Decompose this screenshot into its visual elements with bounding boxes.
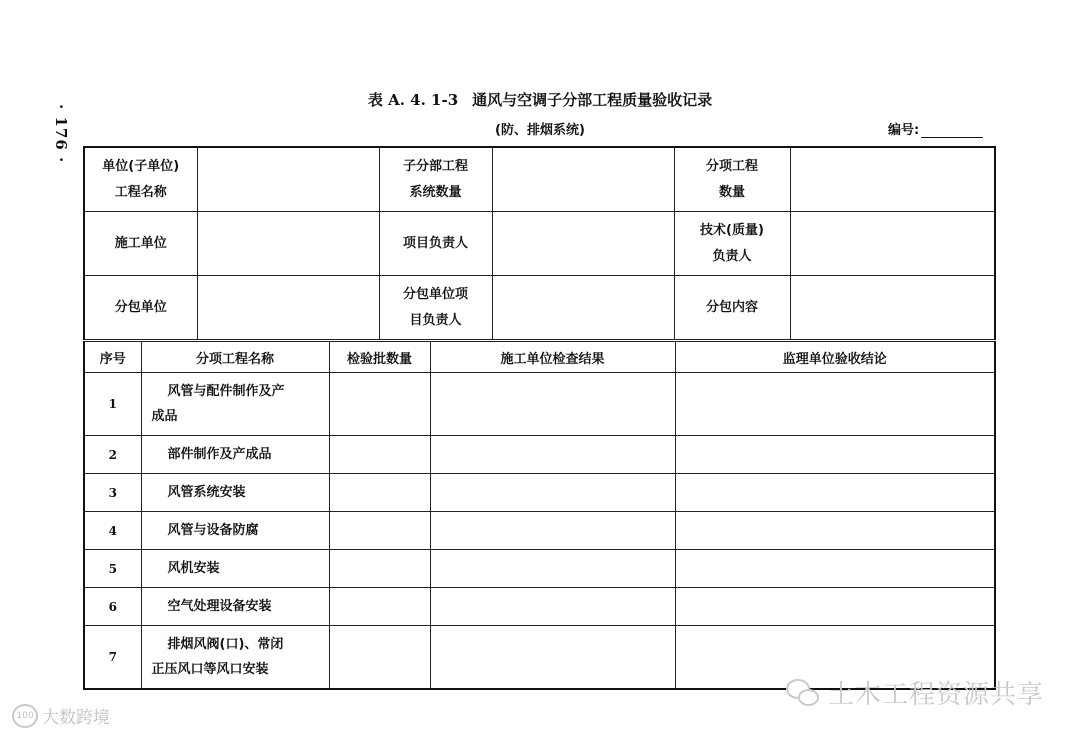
- header-construction-result: 施工单位检查结果: [430, 342, 675, 373]
- row-item-name: 部件制作及产成品: [141, 436, 329, 474]
- watermark-logo-icon: 100: [12, 704, 38, 728]
- watermark-right-text: 土木工程资源共享: [828, 680, 1045, 710]
- row-supervision-conclusion: [675, 550, 995, 588]
- row-batch-count: [329, 373, 430, 436]
- row-seq: 4: [84, 512, 141, 550]
- row-batch-count: [329, 588, 430, 626]
- watermark-left-text: 大数跨境: [42, 708, 110, 728]
- value-project-manager: [492, 212, 674, 276]
- row-seq: 3: [84, 474, 141, 512]
- table-row: [84, 436, 995, 474]
- value-technical-manager: [790, 212, 995, 276]
- value-subcontractor-manager: [492, 276, 674, 340]
- row-item-name: 排烟风阀(口)、常闭 正压风口等风口安装: [141, 626, 329, 690]
- label-subcontract-content: 分包内容: [674, 276, 790, 340]
- table-code: 表 A. 4. 1-3: [367, 91, 459, 109]
- value-subsystem-count: [492, 147, 674, 212]
- row-item-name: 风管与配件制作及产 成品: [141, 373, 329, 436]
- row-supervision-conclusion: [675, 512, 995, 550]
- row-construction-result: [430, 588, 675, 626]
- value-subcontractor: [197, 276, 379, 340]
- label-technical-manager: 技术(质量) 负责人: [674, 212, 790, 276]
- row-seq: 7: [84, 626, 141, 690]
- row-seq: 2: [84, 436, 141, 474]
- watermark-right: [786, 674, 1044, 711]
- page-number: · 176 ·: [52, 104, 70, 164]
- row-supervision-conclusion: [675, 588, 995, 626]
- value-subcontract-content: [790, 276, 995, 340]
- row-seq: 6: [84, 588, 141, 626]
- page-title: [240, 89, 840, 110]
- row-supervision-conclusion: [675, 436, 995, 474]
- row-construction-result: [430, 550, 675, 588]
- serial-number-field: [888, 119, 983, 138]
- value-construction-unit: [197, 212, 379, 276]
- row-construction-result: [430, 512, 675, 550]
- row-construction-result: [430, 474, 675, 512]
- row-construction-result: [430, 373, 675, 436]
- label-project-manager: 项目负责人: [379, 212, 492, 276]
- label-construction-unit: 施工单位: [84, 212, 197, 276]
- value-unit-project-name: [197, 147, 379, 212]
- header-batch-count: 检验批数量: [329, 342, 430, 373]
- row-seq: 1: [84, 373, 141, 436]
- row-item-name: 风管与设备防腐: [141, 512, 329, 550]
- sub-item-table: [83, 341, 996, 690]
- label-subcontractor-manager: 分包单位项 目负责人: [379, 276, 492, 340]
- serial-blank: [921, 123, 983, 138]
- row-batch-count: [329, 550, 430, 588]
- header-item-name: 分项工程名称: [141, 342, 329, 373]
- row-batch-count: [329, 626, 430, 690]
- label-item-count: 分项工程 数量: [674, 147, 790, 212]
- table-name: 通风与空调子分部工程质量验收记录: [472, 91, 713, 109]
- project-info-table: [83, 146, 996, 340]
- table-row: [84, 550, 995, 588]
- row-supervision-conclusion: [675, 474, 995, 512]
- row-construction-result: [430, 626, 675, 690]
- row-item-name: 空气处理设备安装: [141, 588, 329, 626]
- row-batch-count: [329, 512, 430, 550]
- header-seq: 序号: [84, 342, 141, 373]
- table-row: [84, 588, 995, 626]
- label-unit-project-name: 单位(子单位) 工程名称: [84, 147, 197, 212]
- row-construction-result: [430, 436, 675, 474]
- page-subtitle: (防、排烟系统): [495, 123, 585, 138]
- label-subcontractor: 分包单位: [84, 276, 197, 340]
- row-batch-count: [329, 436, 430, 474]
- row-item-name: 风管系统安装: [141, 474, 329, 512]
- table-row: [84, 373, 995, 436]
- value-item-count: [790, 147, 995, 212]
- table-row: [84, 474, 995, 512]
- table-row: [84, 512, 995, 550]
- serial-label: 编号:: [888, 123, 920, 138]
- watermark-left: [12, 703, 110, 728]
- row-batch-count: [329, 474, 430, 512]
- row-seq: 5: [84, 550, 141, 588]
- header-supervision-conclusion: 监理单位验收结论: [675, 342, 995, 373]
- row-item-name: 风机安装: [141, 550, 329, 588]
- wechat-icon: [786, 679, 820, 707]
- row-supervision-conclusion: [675, 373, 995, 436]
- label-subsystem-count: 子分部工程 系统数量: [379, 147, 492, 212]
